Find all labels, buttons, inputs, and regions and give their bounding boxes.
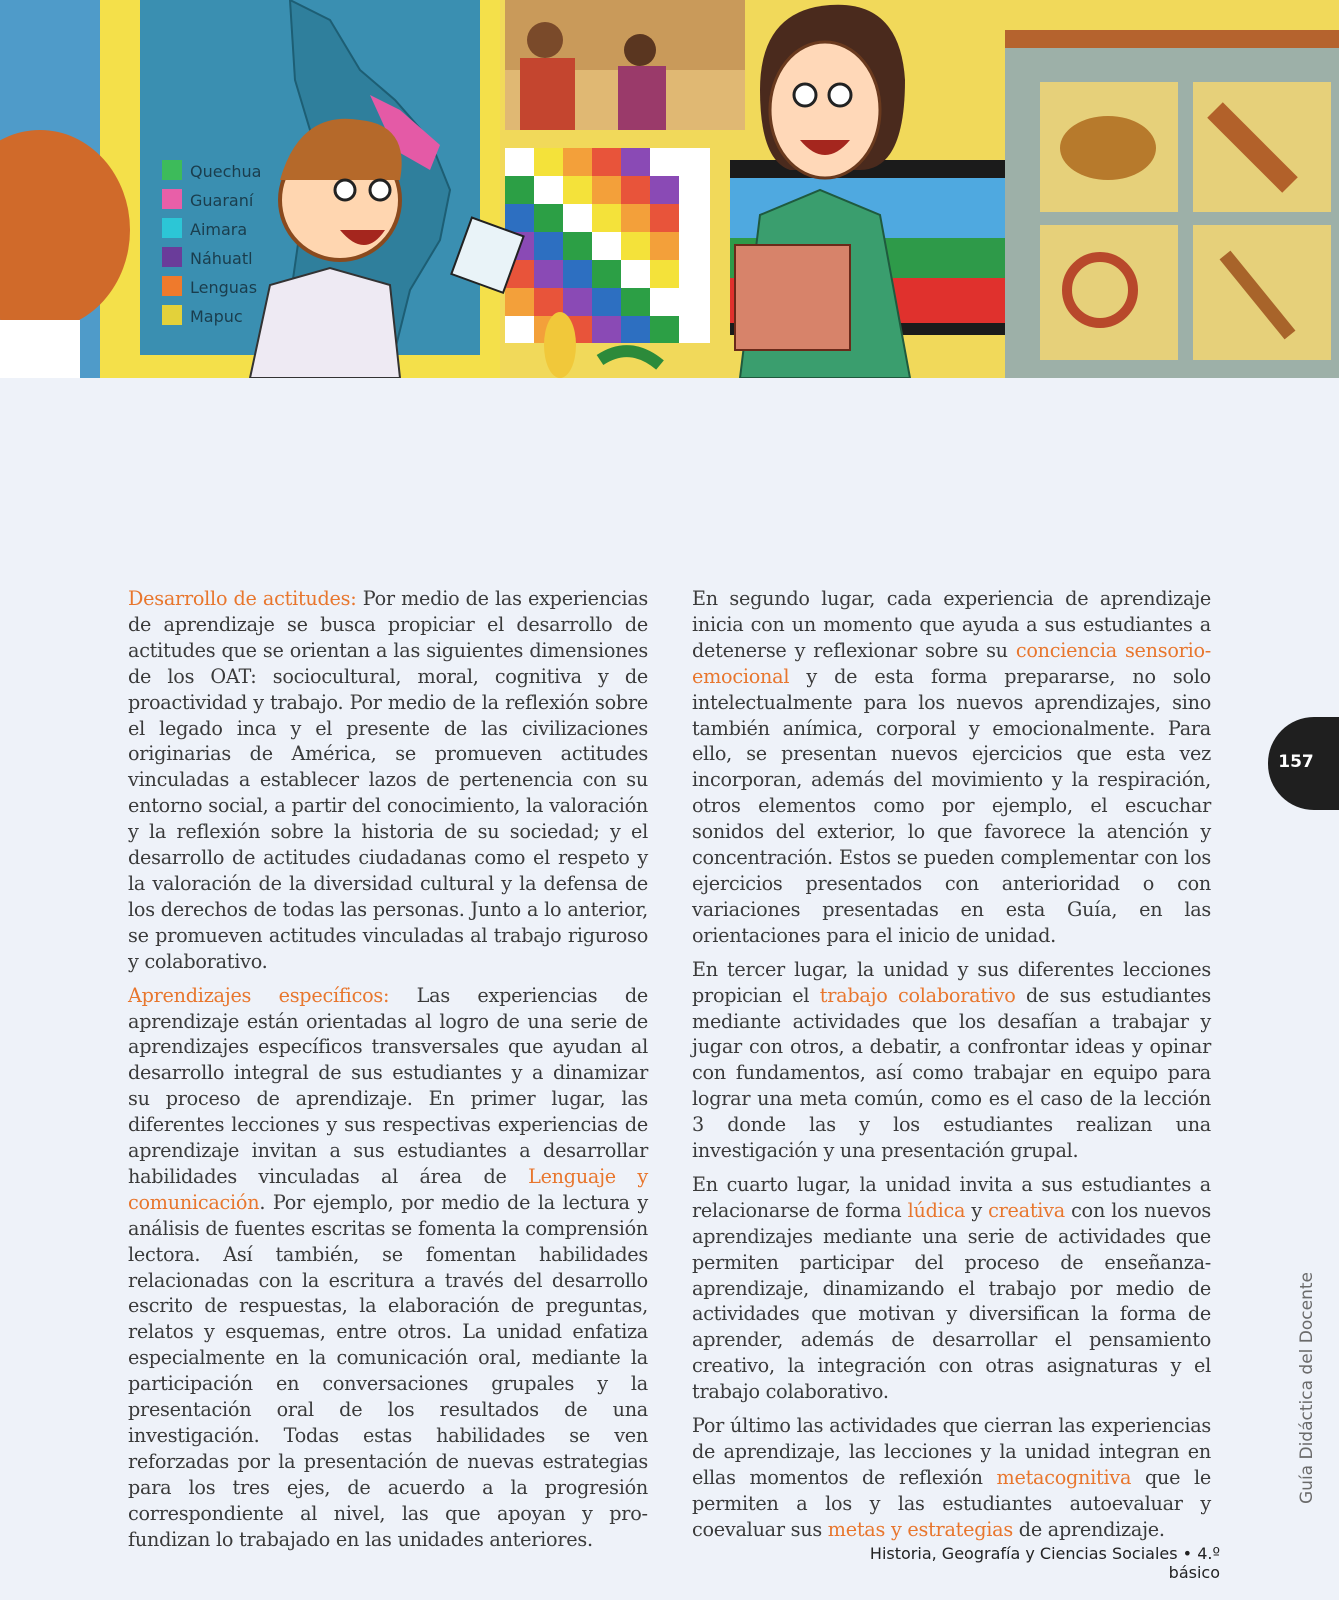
paragraph-text: de aprendizaje. — [1012, 1517, 1165, 1541]
legend-item: Mapuc — [190, 307, 243, 326]
highlight-term: Desarrollo de actitudes: — [128, 587, 357, 610]
legend-item: Guaraní — [190, 191, 254, 210]
paragraph-text: Por medio de las experiencias de aprendizaje se busca propiciar el desarrollo de actitudes que se orientan a las siguientes dimensiones de los OAT: sociocultural, moral, cognitiva y de proactividad y trabajo. Por medio de la reflexión sobre el legado inca y el presente de las civilizaciones originarias de América, se promueven actitudes vinculadas a establecer lazos de pertenencia con su entorno social, a partir del conocimiento, la valoración y la reflexión sobre la historia de su sociedad; y el desarrollo de actitudes ciudadanas como el respeto y la valoración de la diversidad cultural y la defensa de los derechos de todas las personas. Junto a lo anterior, se promueven actitudes vinculadas al trabajo riguroso y colaborativo. — [128, 587, 648, 973]
paragraph-text: con los nuevos aprendizajes mediante una serie de actividades que permiten participar del proceso de enseñanza-aprendizaje, dinamizando el trabajo por medio de actividades que motivan y diversifican la forma de aprender, además de desarrollar el pensamiento creativo, la integración con otras asignaturas y el trabajo colaborativo. — [692, 1198, 1211, 1404]
legend-item: Quechua — [190, 162, 262, 181]
header-illustration — [0, 0, 1339, 378]
page-number: 157 — [1278, 752, 1314, 772]
highlight-term: Aprendizajes específicos: — [128, 983, 390, 1007]
highlight-term: trabajo colaborativo — [819, 983, 1016, 1007]
side-title: Guía Didáctica del Docente — [1297, 1272, 1317, 1504]
paragraph-segundo-lugar — [692, 586, 1211, 949]
paragraph-text: y de esta forma prepararse, no solo intelectualmente para los nuevos aprendizajes, sino también anímica, corporal y emocionalmente. Para ello, se presentan nuevos ejercicios que esta vez incorporan, además del movimiento y la respiración, otros elementos como por ejemplo, el escuchar sonidos del exterior, lo que favorece la atención y concentración. Estos se pueden complementar con los ejercicios presentados con anterioridad o con variaciones presentadas en esta Guía, en las orientaciones para el inicio de unidad. — [692, 664, 1211, 947]
left-text-column — [128, 586, 648, 1561]
paragraph-text: En tercer lugar, la unidad y sus diferentes lecciones propician el — [692, 957, 1211, 1007]
paragraph-text: . Por ejemplo, por medio de la lectura y análisis de fuentes escritas se fomenta la comprensión lectora. Así también, se fomentan habilidades relacionadas con la escritura a través del desarrollo escrito de respuestas, la elaboración de preguntas, relatos y esquemas, entre otros. La unidad enfatiza especialmente en la comunicación oral, mediante la participación en conversaciones grupales y la presentación oral de los resultados de una investigación. Todas estas habilidades se ven reforzadas por la presentación de nuevas estrategias para los tres ejes, de acuerdo a la progresión correspondiente al nivel, las que apoyan y profundizan lo trabajado en las unidades anteriores. — [128, 1190, 648, 1551]
paragraph-cuarto-lugar — [692, 1172, 1211, 1405]
paragraph-text: En cuarto lugar, la unidad invita a sus estudiantes a relacionarse de forma — [692, 1172, 1211, 1222]
highlight-term: conciencia sensorio-emocional — [692, 638, 1211, 688]
paragraph-text: En segundo lugar, cada experiencia de aprendizaje inicia con un momento que ayuda a sus estudiantes a detenerse y reflexionar sobre su — [692, 587, 1211, 662]
legend-item: Náhuatl — [190, 249, 253, 268]
paragraph-text: que le permiten a los y las estudiantes autoevaluar y coevaluar sus — [692, 1465, 1212, 1541]
highlight-term: Lenguaje y comunicación — [128, 1164, 648, 1214]
paragraph-text: Las experiencias de aprendizaje están orientadas al logro de una serie de aprendizajes específicos transversales que ayudan al desarrollo integral de sus estudiantes y a dinamizar su proceso de aprendizaje. En primer lugar, las diferentes lecciones y sus respectivas experiencias de aprendizaje invitan a sus estudiantes a desarrollar habilidades vinculadas al área de — [128, 983, 649, 1188]
paragraph-aprendizajes-especificos — [128, 983, 648, 1553]
right-text-column — [692, 586, 1211, 1551]
paragraph-tercer-lugar — [692, 957, 1211, 1164]
highlight-term: lúdica — [907, 1198, 966, 1222]
footer-subject-grade: Historia, Geografía y Ciencias Sociales • 4.º básico — [869, 1544, 1220, 1582]
highlight-term: metacognitiva — [996, 1465, 1132, 1489]
paragraph-text: Por último las actividades que cierran las experiencias de aprendizaje, las lecciones y la unidad integran en ellas momentos de reflexión — [692, 1414, 1211, 1489]
paragraph-desarrollo-actitudes — [128, 586, 648, 975]
highlight-term: metas y estrategias — [827, 1517, 1013, 1541]
classroom-scene-image — [0, 0, 1339, 378]
paragraph-por-ultimo — [692, 1413, 1211, 1543]
paragraph-text: de sus estudiantes mediante actividades que los desafían a trabajar y jugar con otros, a debatir, a confrontar ideas y opinar con fundamentos, así como trabajar en equipo para lograr una meta común, como es el caso de la lección 3 donde las y los estudiantes realizan una investigación y una presentación grupal. — [692, 983, 1211, 1163]
legend-item: Lenguas — [190, 278, 258, 297]
highlight-term: creativa — [988, 1198, 1065, 1222]
legend-item: Aimara — [190, 220, 248, 239]
paragraph-text: y — [965, 1198, 989, 1222]
wiphala-flag — [505, 148, 710, 343]
